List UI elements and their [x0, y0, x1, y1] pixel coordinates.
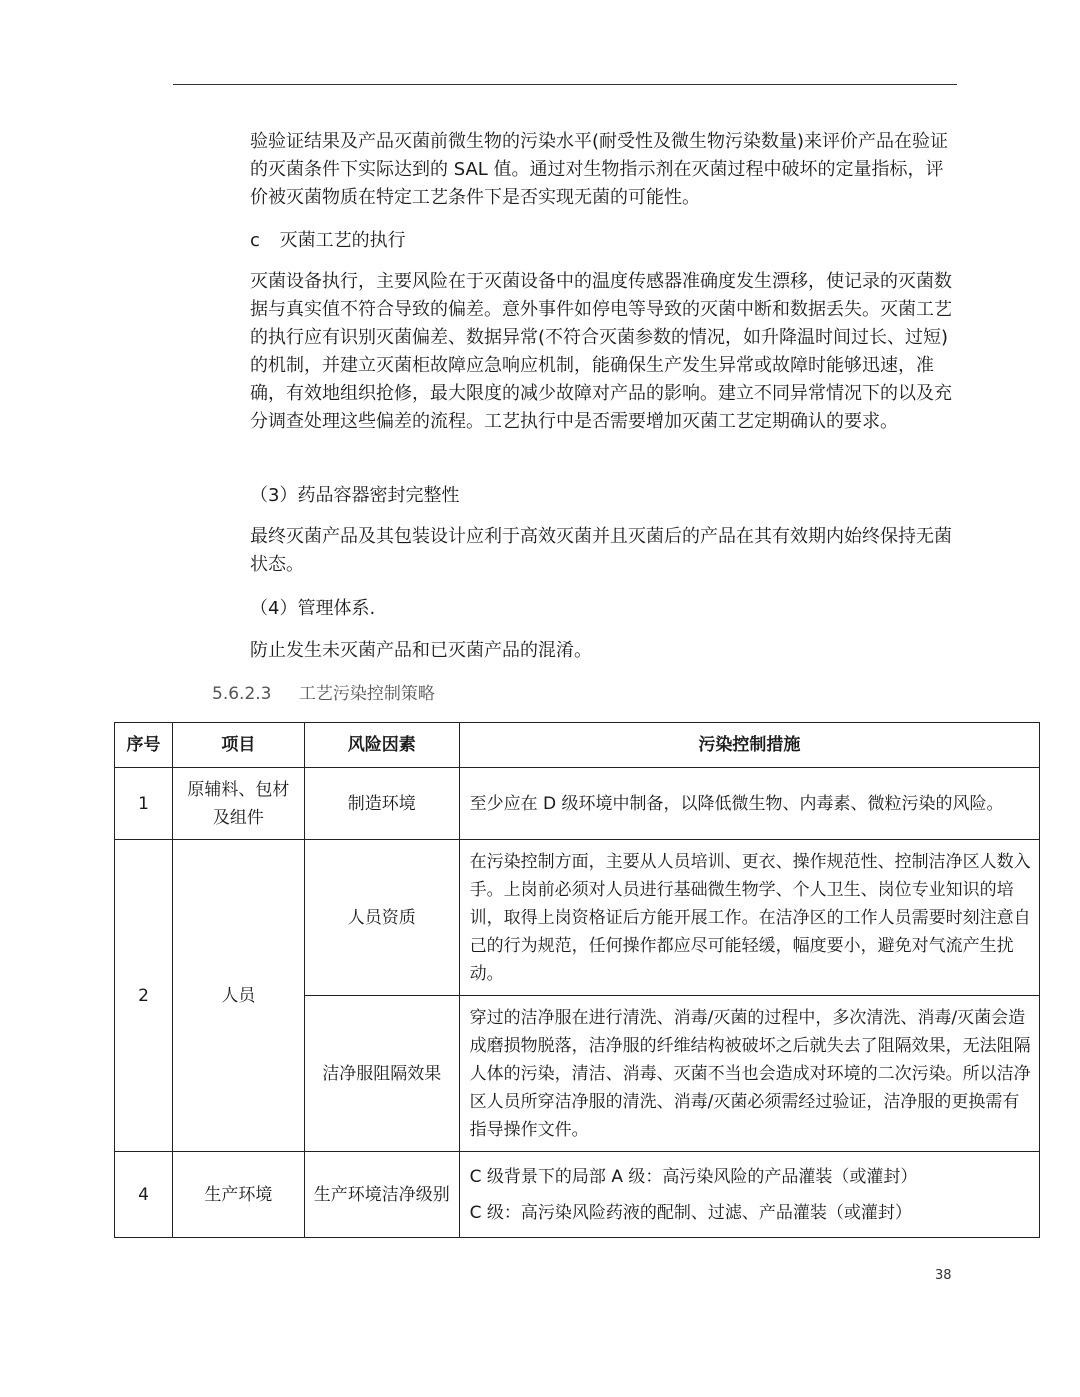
subheading-c: [250, 227, 406, 255]
paragraph-container: 最终灭菌产品及其包装设计应利于高效灭菌并且灭菌后的产品在其有效期内始终保持无菌状态。: [250, 526, 952, 575]
header-rule: [173, 84, 957, 85]
page-number: 38: [935, 1268, 952, 1283]
measure-text: 至少应在 D 级环境中制备，以降低微生物、内毒素、微粒污染的风险。: [469, 793, 1004, 814]
cell-item: 人员: [172, 840, 304, 1152]
cell-measures: [459, 1152, 1039, 1238]
cell-no: 4: [115, 1152, 173, 1238]
header-factor: 风险因素: [304, 723, 459, 768]
table-row: [115, 1152, 1040, 1238]
measure-text: C 级背景下的局部 A 级：高污染风险的产品灌装（或灌封）: [469, 1166, 918, 1187]
cell-item: 生产环境: [172, 1152, 304, 1238]
cell-measures: [459, 840, 1039, 996]
cell-factor: 生产环境洁净级别: [304, 1152, 459, 1238]
subheading-4: （4）管理体系.: [250, 598, 376, 619]
header-measures: 污染控制措施: [459, 723, 1039, 768]
cell-no: 1: [115, 768, 173, 840]
cell-factor: 制造环境: [304, 768, 459, 840]
table-row: [115, 840, 1040, 996]
header-item: 项目: [172, 723, 304, 768]
paragraph-execution: 灭菌设备执行，主要风险在于灭菌设备中的温度传感器准确度发生漂移，使记录的灭菌数据与真实值不符合导致的偏差。意外事件如停电等导致的灭菌中断和数据丢失。灭菌工艺的执行应有识别灭菌偏差、数据异常(不符合灭菌参数的情况，如升降温时间过长、过短)的机制，并建立灭菌柜故障应急响应机制，能确保生产发生异常或故障时能够迅速，准确，有效地组织抢修，最大限度的减少故障对产品的影响。建立不同异常情况下的以及充分调查处理这些偏差的流程。工艺执行中是否需要增加灭菌工艺定期确认的要求。: [250, 271, 952, 432]
cell-measures: [459, 768, 1039, 840]
cell-factor: 人员资质: [304, 840, 459, 996]
cell-measures: [459, 996, 1039, 1152]
section-title: 工艺污染控制策略: [298, 684, 435, 704]
measure-text: 在污染控制方面，主要从人员培训、更衣、操作规范性、控制洁净区人数入手。上岗前必须对人员进行基础微生物学、个人卫生、岗位专业知识的培训，取得上岗资格证后方能开展工作。在洁净区的工作人员需要时刻注意自己的行为规范，任何操作都应尽可能轻缓，幅度要小，避免对气流产生扰动。: [469, 851, 1031, 984]
subheading-c-title: 灭菌工艺的执行: [279, 230, 406, 251]
cell-no: 2: [115, 840, 173, 1152]
measure-text: C 级：高污染风险药液的配制、过滤、产品灌装（或灌封）: [469, 1202, 912, 1223]
cell-factor: 洁净服阻隔效果: [304, 996, 459, 1152]
cell-item: 原辅料、包材及组件: [172, 768, 304, 840]
subheading-3: （3）药品容器密封完整性: [250, 485, 460, 506]
paragraph-validation: 验验证结果及产品灭菌前微生物的污染水平(耐受性及微生物污染数量)来评价产品在验证的灭菌条件下实际达到的 SAL 值。通过对生物指示剂在灭菌过程中破坏的定量指标，评价被灭菌物质在特定工艺条件下是否实现无菌的可能性。: [250, 131, 949, 208]
section-number: 5.6.2.3: [212, 684, 272, 704]
risk-control-table: [114, 722, 1040, 1238]
measure-text: 穿过的洁净服在进行清洗、消毒/灭菌的过程中，多次清洗、消毒/灭菌会造成磨损物脱落，洁净服的纤维结构被破坏之后就失去了阻隔效果，无法阻隔人体的污染，清洁、消毒、灭菌不当也会造成对环境的二次污染。所以洁净区人员所穿洁净服的清洗、消毒/灭菌必须需经过验证，洁净服的更换需有指导操作文件。: [469, 1007, 1031, 1140]
paragraph-management: 防止发生未灭菌产品和已灭菌产品的混淆。: [250, 640, 592, 661]
header-no: 序号: [115, 723, 173, 768]
table-row: [115, 768, 1040, 840]
subheading-c-label: c: [250, 230, 260, 251]
section-heading: [212, 680, 435, 708]
table-header-row: [115, 723, 1040, 768]
